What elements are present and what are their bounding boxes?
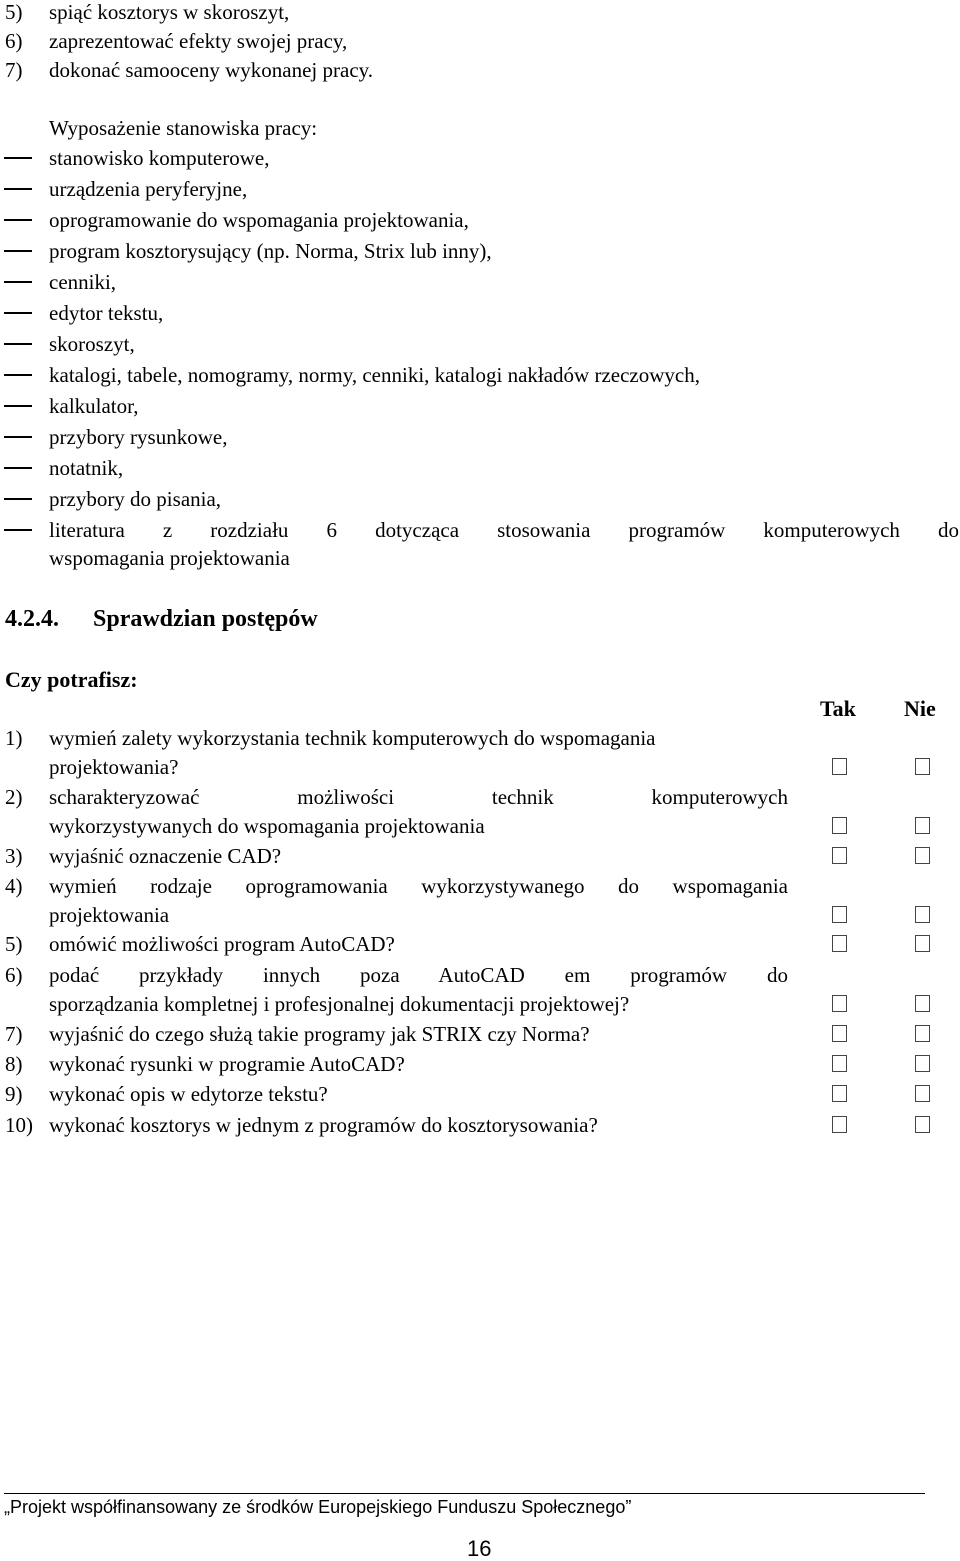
dash-bullet	[4, 467, 32, 469]
equipment-item: program kosztorysujący (np. Norma, Strix lub inny),	[49, 239, 492, 263]
yes-checkbox[interactable]	[832, 1025, 847, 1042]
question-text: projektowania	[49, 903, 170, 927]
dash-bullet	[4, 219, 32, 221]
list-number: 6)	[5, 29, 23, 53]
equipment-item: katalogi, tabele, nomogramy, normy, cenniki, katalogi nakładów rzeczowych,	[49, 363, 700, 387]
yes-checkbox[interactable]	[832, 995, 847, 1012]
question-text: projektowania?	[49, 755, 179, 779]
no-checkbox[interactable]	[915, 995, 930, 1012]
equipment-item: notatnik,	[49, 456, 124, 480]
no-checkbox[interactable]	[915, 935, 930, 952]
equipment-item: stanowisko komputerowe,	[49, 146, 270, 170]
question-text: podać przykłady innych poza AutoCAD em programów do	[49, 963, 788, 987]
question-number: 1)	[5, 726, 23, 750]
dash-bullet	[4, 312, 32, 314]
column-header-yes: Tak	[820, 696, 856, 721]
dash-bullet	[4, 498, 32, 500]
footer-funding-note: „Projekt współfinansowany ze środków Europejskiego Funduszu Społecznego”	[4, 1497, 632, 1517]
no-checkbox[interactable]	[915, 847, 930, 864]
page-number: 16	[467, 1536, 492, 1561]
equipment-item: urządzenia peryferyjne,	[49, 177, 248, 201]
equipment-item: edytor tekstu,	[49, 301, 164, 325]
dash-bullet	[4, 157, 32, 159]
question-number: 7)	[5, 1022, 23, 1046]
yes-checkbox[interactable]	[832, 935, 847, 952]
yes-checkbox[interactable]	[832, 1116, 847, 1133]
list-item: zaprezentować efekty swojej pracy,	[49, 29, 348, 53]
list-number: 5)	[5, 0, 23, 24]
no-checkbox[interactable]	[915, 758, 930, 775]
question-intro: Czy potrafisz:	[5, 667, 138, 692]
question-text: wymień rodzaje oprogramowania wykorzystywanego do wspomagania	[49, 874, 788, 898]
dash-bullet	[4, 436, 32, 438]
equipment-item: przybory rysunkowe,	[49, 425, 228, 449]
question-number: 4)	[5, 874, 23, 898]
yes-checkbox[interactable]	[832, 1055, 847, 1072]
equipment-item: skoroszyt,	[49, 332, 135, 356]
equipment-item: literatura z rozdziału 6 dotycząca stosowania programów komputerowych do	[49, 518, 959, 542]
equipment-item: przybory do pisania,	[49, 487, 222, 511]
dash-bullet	[4, 188, 32, 190]
section-number: 4.2.4.	[5, 606, 59, 632]
yes-checkbox[interactable]	[832, 758, 847, 775]
yes-checkbox[interactable]	[832, 906, 847, 923]
question-number: 8)	[5, 1052, 23, 1076]
question-text: wykonać kosztorys w jednym z programów do kosztorysowania?	[49, 1113, 598, 1137]
question-text: wykonać rysunki w programie AutoCAD?	[49, 1052, 405, 1076]
no-checkbox[interactable]	[915, 1025, 930, 1042]
question-text: scharakteryzować możliwości technik komputerowych	[49, 785, 788, 809]
question-text: wyjaśnić do czego służą takie programy jak STRIX czy Norma?	[49, 1022, 590, 1046]
question-text: wyjaśnić oznaczenie CAD?	[49, 844, 282, 868]
question-number: 9)	[5, 1082, 23, 1106]
yes-checkbox[interactable]	[832, 817, 847, 834]
dash-bullet	[4, 405, 32, 407]
equipment-item: cenniki,	[49, 270, 117, 294]
list-item: dokonać samooceny wykonanej pracy.	[49, 58, 374, 82]
dash-bullet	[4, 281, 32, 283]
no-checkbox[interactable]	[915, 906, 930, 923]
question-number: 5)	[5, 932, 23, 956]
question-number: 2)	[5, 785, 23, 809]
dash-bullet	[4, 343, 32, 345]
list-number: 7)	[5, 58, 23, 82]
yes-checkbox[interactable]	[832, 847, 847, 864]
footer-divider	[4, 1493, 925, 1494]
yes-checkbox[interactable]	[832, 1085, 847, 1102]
no-checkbox[interactable]	[915, 817, 930, 834]
equipment-item: oprogramowanie do wspomagania projektowania,	[49, 208, 469, 232]
question-number: 10)	[5, 1113, 33, 1137]
question-text: wykonać opis w edytorze tekstu?	[49, 1082, 328, 1106]
question-number: 6)	[5, 963, 23, 987]
equipment-item-continuation: wspomagania projektowania	[49, 546, 290, 570]
dash-bullet	[4, 250, 32, 252]
question-text: wymień zalety wykorzystania technik komputerowych do wspomagania	[49, 726, 656, 750]
no-checkbox[interactable]	[915, 1055, 930, 1072]
no-checkbox[interactable]	[915, 1116, 930, 1133]
no-checkbox[interactable]	[915, 1085, 930, 1102]
dash-bullet	[4, 374, 32, 376]
section-title: Sprawdzian postępów	[93, 606, 318, 632]
dash-bullet	[4, 529, 32, 531]
question-text: omówić możliwości program AutoCAD?	[49, 932, 395, 956]
question-text: wykorzystywanych do wspomagania projektowania	[49, 814, 485, 838]
list-item: spiąć kosztorys w skoroszyt,	[49, 0, 290, 24]
column-header-no: Nie	[904, 696, 936, 721]
question-text: sporządzania kompletnej i profesjonalnej dokumentacji projektowej?	[49, 992, 630, 1016]
equipment-item: kalkulator,	[49, 394, 139, 418]
question-number: 3)	[5, 844, 23, 868]
equipment-heading: Wyposażenie stanowiska pracy:	[49, 116, 318, 140]
